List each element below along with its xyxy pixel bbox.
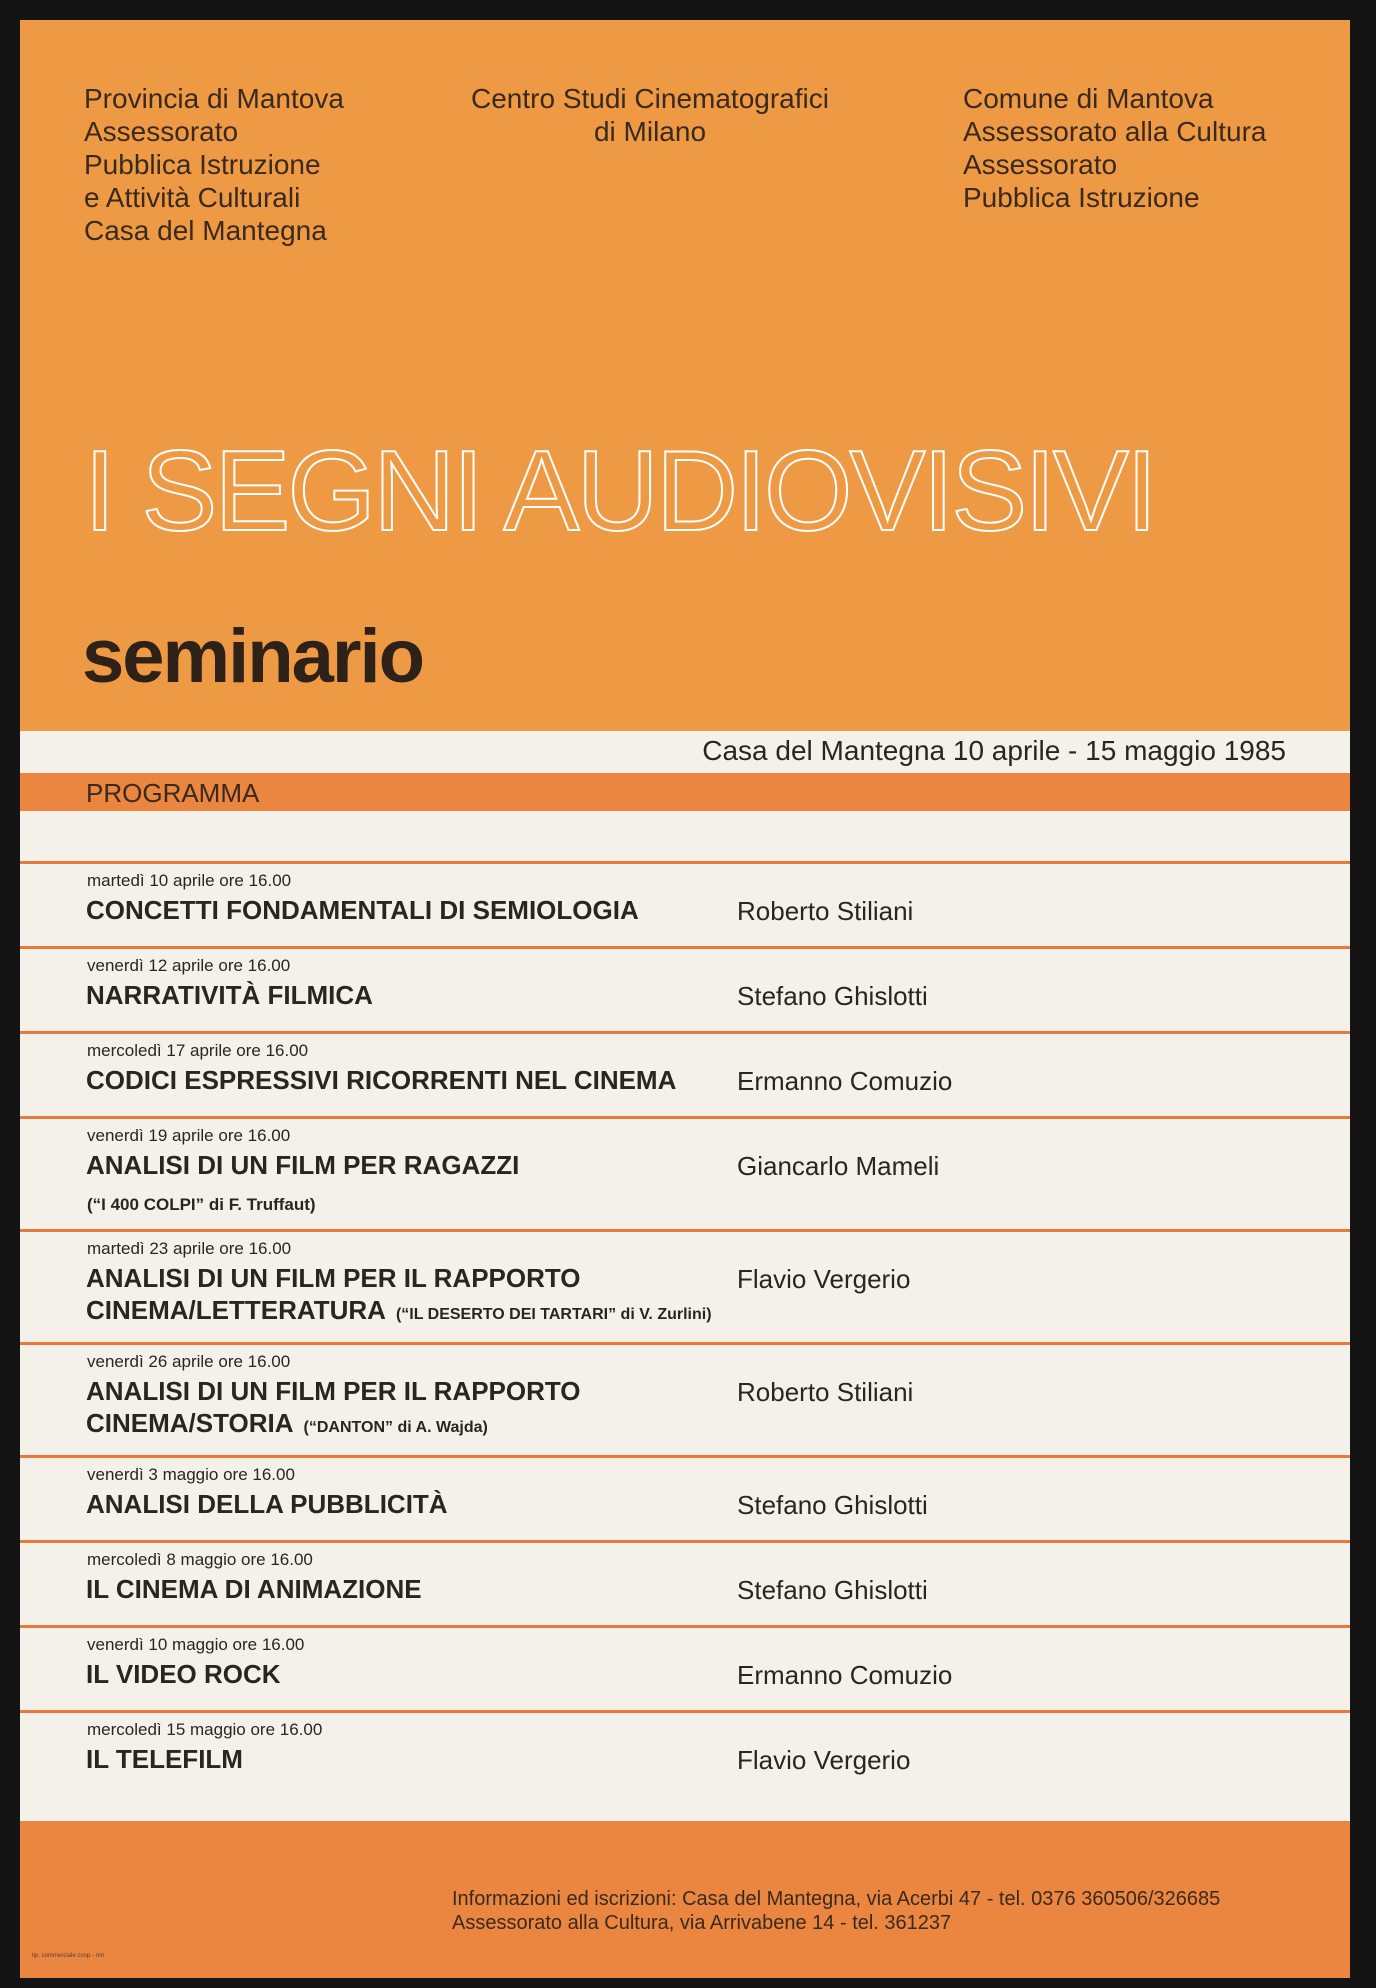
program-speaker: Stefano Ghislotti [737, 981, 928, 1011]
program-title: ANALISI DELLA PUBBLICITÀ [86, 1489, 448, 1519]
program-title: CODICI ESPRESSIVI RICORRENTI NEL CINEMA [86, 1065, 677, 1095]
header-center-line: Centro Studi Cinematografici [471, 83, 829, 114]
header-right-line: Comune di Mantova [963, 83, 1214, 114]
header-left-line: Assessorato [84, 116, 239, 147]
program-title: IL CINEMA DI ANIMAZIONE [86, 1574, 422, 1604]
program-speaker: Ermanno Comuzio [737, 1660, 953, 1690]
program-film-note: (“DANTON” di A. Wajda) [303, 1419, 488, 1436]
program-date: venerdì 10 maggio ore 16.00 [87, 1635, 305, 1654]
program-date: martedì 23 aprile ore 16.00 [87, 1239, 292, 1258]
venue-band [20, 731, 1350, 773]
program-speaker: Stefano Ghislotti [737, 1490, 928, 1520]
program-speaker: Stefano Ghislotti [737, 1575, 928, 1605]
program-title [86, 1262, 712, 1331]
program-title: IL TELEFILM [86, 1744, 243, 1774]
program-date: venerdì 19 aprile ore 16.00 [87, 1126, 291, 1145]
footer-line: Assessorato alla Cultura, via Arrivabene 14 - tel. 361237 [452, 1912, 952, 1934]
program-list [20, 811, 1350, 1821]
program-item [20, 1031, 1350, 1116]
program-date: venerdì 26 aprile ore 16.00 [87, 1352, 291, 1371]
program-title: IL VIDEO ROCK [86, 1659, 281, 1689]
program-item [20, 1229, 1350, 1342]
program-date: venerdì 12 aprile ore 16.00 [87, 956, 291, 975]
program-date: venerdì 3 maggio ore 16.00 [87, 1465, 295, 1484]
venue-dates: Casa del Mantegna 10 aprile - 15 maggio 1985 [702, 735, 1286, 766]
footer-info [452, 1887, 1220, 1935]
program-film-note: (“IL DESERTO DEI TARTARI” di V. Zurlini) [395, 1306, 712, 1323]
header-left-line: Pubblica Istruzione [84, 149, 321, 180]
program-title: NARRATIVITÀ FILMICA [86, 980, 373, 1010]
program-title-line [86, 1407, 581, 1444]
footer-line: Informazioni ed iscrizioni: Casa del Mantegna, via Acerbi 47 - tel. 0376 360506/326685 [452, 1888, 1221, 1910]
program-title-line: ANALISI DI UN FILM PER IL RAPPORTO [86, 1263, 581, 1293]
program-item [20, 1710, 1350, 1795]
header-right-line: Assessorato [963, 149, 1118, 180]
header-right-line: Assessorato alla Cultura [963, 116, 1267, 147]
poster [20, 20, 1350, 1978]
program-date: martedì 10 aprile ore 16.00 [87, 871, 292, 890]
program-date: mercoledì 8 maggio ore 16.00 [87, 1550, 313, 1569]
program-date: mercoledì 15 maggio ore 16.00 [87, 1720, 323, 1739]
program-date: mercoledì 17 aprile ore 16.00 [87, 1041, 309, 1060]
program-item [20, 861, 1350, 946]
program-item [20, 1540, 1350, 1625]
program-speaker: Roberto Stiliani [737, 1377, 914, 1407]
program-speaker: Ermanno Comuzio [737, 1066, 953, 1096]
header-left-line: Casa del Mantegna [84, 215, 327, 246]
program-band [20, 773, 1350, 811]
program-speaker: Flavio Vergerio [737, 1264, 911, 1294]
header-center-line: di Milano [593, 116, 707, 147]
program-film-note: (“I 400 COLPI” di F. Truffaut) [87, 1195, 316, 1214]
program-item [20, 1625, 1350, 1710]
program-speaker: Roberto Stiliani [737, 896, 914, 926]
program-title-cont: CINEMA/STORIA [86, 1408, 294, 1438]
header-left-line: e Attività Culturali [84, 182, 301, 213]
program-speaker: Flavio Vergerio [737, 1745, 911, 1775]
header-left-organizations [84, 82, 344, 247]
program-label: PROGRAMMA [86, 778, 260, 808]
poster-subtitle: seminario [82, 614, 424, 699]
program-item [20, 1116, 1350, 1229]
printer-credit: tip. commerciale coop - mn [32, 1953, 105, 1959]
program-title: ANALISI DI UN FILM PER RAGAZZI [86, 1150, 520, 1180]
program-title: CONCETTI FONDAMENTALI DI SEMIOLOGIA [86, 895, 639, 925]
header-right-line: Pubblica Istruzione [963, 182, 1200, 213]
header-center-organization [460, 82, 840, 148]
program-title-cont: CINEMA/LETTERATURA [86, 1295, 386, 1325]
program-item [20, 1455, 1350, 1540]
program-item [20, 1342, 1350, 1455]
program-item [20, 946, 1350, 1031]
header-left-line: Provincia di Mantova [84, 83, 344, 114]
program-title-line: ANALISI DI UN FILM PER IL RAPPORTO [86, 1376, 581, 1406]
program-title-line [86, 1294, 712, 1331]
header-right-organizations [963, 82, 1266, 214]
program-speaker: Giancarlo Mameli [737, 1151, 940, 1181]
poster-title: I SEGNI AUDIOVISIVI [84, 428, 1155, 555]
program-title [86, 1375, 581, 1444]
footer-band [20, 1821, 1350, 1978]
